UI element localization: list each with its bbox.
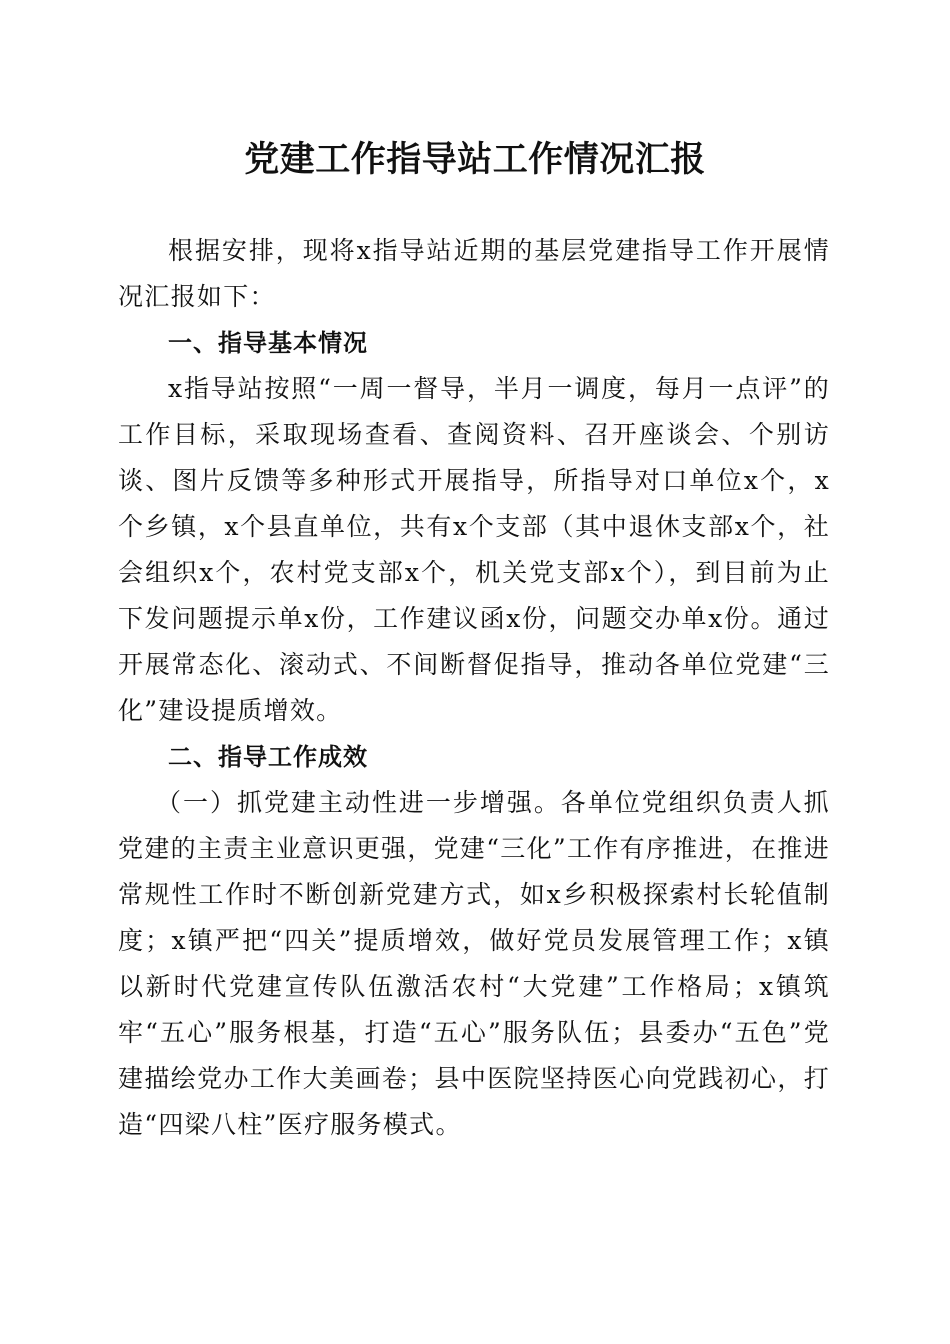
section-heading-work-results: 二、指导工作成效: [168, 743, 368, 771]
document-body: [118, 228, 830, 1148]
basic-situation-paragraph: x指导站按照“一周一督导，半月一调度，每月一点评”的工作目标，采取现场查看、查阅资料、召开座谈会、个别访谈、图片反馈等多种形式开展指导，所指导对口单位x个，x个乡镇，x个县直单位，共有x个支部（其中退休支部x个，社会组织x个，农村党支部x个，机关党支部x个），到目前为止下发问题提示单x份，工作建议函x份，问题交办单x份。通过开展常态化、滚动式、不间断督促指导，推动各单位党建“三化”建设提质增效。: [118, 374, 830, 725]
document-title: 党建工作指导站工作情况汇报: [244, 140, 706, 180]
section-heading-basic-situation: 一、指导基本情况: [168, 329, 368, 357]
intro-paragraph: 根据安排，现将x指导站近期的基层党建指导工作开展情况汇报如下：: [118, 236, 830, 311]
work-results-paragraph: （一）抓党建主动性进一步增强。各单位党组织负责人抓党建的主责主业意识更强，党建“三化”工作有序推进，在推进常规性工作时不断创新党建方式，如x乡积极探索村长轮值制度；x镇严把“四关”提质增效，做好党员发展管理工作；x镇以新时代党建宣传队伍激活农村“大党建”工作格局；x镇筑牢“五心”服务根基，打造“五心”服务队伍；县委办“五色”党建描绘党办工作大美画卷；县中医院坚持医心向党践初心，打造“四梁八柱”医疗服务模式。: [118, 788, 830, 1139]
